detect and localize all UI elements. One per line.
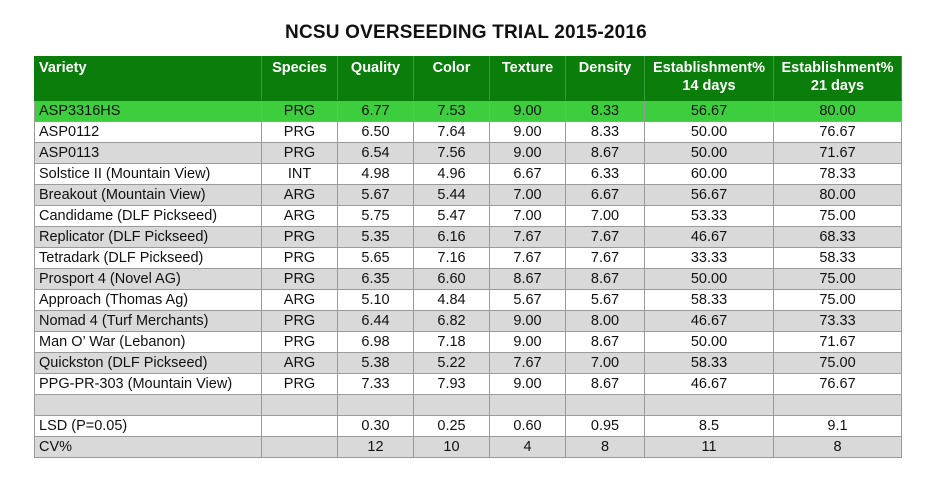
cell-color: 7.93 bbox=[414, 374, 490, 395]
column-header-establishment-21 bbox=[774, 57, 902, 101]
cell-quality: 5.35 bbox=[338, 227, 414, 248]
cell-species: PRG bbox=[262, 122, 338, 143]
cell-quality bbox=[338, 395, 414, 416]
cell-quality: 6.44 bbox=[338, 311, 414, 332]
cell-variety: Replicator (DLF Pickseed) bbox=[35, 227, 262, 248]
cell-color: 5.22 bbox=[414, 353, 490, 374]
cell-density: 8.00 bbox=[566, 311, 645, 332]
cell-color: 7.64 bbox=[414, 122, 490, 143]
cell-establishment-21: 68.33 bbox=[774, 227, 902, 248]
column-header-texture: Texture bbox=[490, 57, 566, 101]
cell-density: 8.33 bbox=[566, 122, 645, 143]
cell-texture bbox=[490, 395, 566, 416]
cell-quality: 4.98 bbox=[338, 164, 414, 185]
cell-texture: 9.00 bbox=[490, 374, 566, 395]
cell-texture: 7.67 bbox=[490, 353, 566, 374]
cell-establishment-14: 50.00 bbox=[645, 269, 774, 290]
column-header-density: Density bbox=[566, 57, 645, 101]
cell-density: 7.00 bbox=[566, 353, 645, 374]
cell-variety: Approach (Thomas Ag) bbox=[35, 290, 262, 311]
cell-species: PRG bbox=[262, 269, 338, 290]
cell-quality: 5.67 bbox=[338, 185, 414, 206]
cell-establishment-21: 78.33 bbox=[774, 164, 902, 185]
cell-texture: 9.00 bbox=[490, 332, 566, 353]
cell-variety: Nomad 4 (Turf Merchants) bbox=[35, 311, 262, 332]
table-row bbox=[35, 164, 902, 185]
column-header-establishment-14 bbox=[645, 57, 774, 101]
cell-density: 7.00 bbox=[566, 206, 645, 227]
cell-species: INT bbox=[262, 164, 338, 185]
cell-quality: 6.50 bbox=[338, 122, 414, 143]
cell-species: PRG bbox=[262, 227, 338, 248]
cell-variety: CV% bbox=[35, 437, 262, 458]
cell-quality: 6.77 bbox=[338, 101, 414, 122]
cell-color: 7.56 bbox=[414, 143, 490, 164]
cell-establishment-21: 80.00 bbox=[774, 101, 902, 122]
cell-color: 6.82 bbox=[414, 311, 490, 332]
cell-texture: 7.67 bbox=[490, 227, 566, 248]
cell-texture: 7.67 bbox=[490, 248, 566, 269]
cell-establishment-14: 46.67 bbox=[645, 227, 774, 248]
cell-texture: 6.67 bbox=[490, 164, 566, 185]
header-row bbox=[35, 57, 902, 101]
page-title: NCSU OVERSEEDING TRIAL 2015-2016 bbox=[285, 22, 647, 43]
cell-species bbox=[262, 416, 338, 437]
table-row bbox=[35, 206, 902, 227]
cell-density: 8.67 bbox=[566, 269, 645, 290]
cell-density bbox=[566, 395, 645, 416]
cell-establishment-21: 58.33 bbox=[774, 248, 902, 269]
cell-texture: 7.00 bbox=[490, 206, 566, 227]
cell-establishment-21: 8 bbox=[774, 437, 902, 458]
table-body bbox=[35, 101, 902, 458]
trial-results-table bbox=[34, 56, 902, 458]
cell-texture: 8.67 bbox=[490, 269, 566, 290]
cell-establishment-21: 71.67 bbox=[774, 143, 902, 164]
cell-establishment-14: 8.5 bbox=[645, 416, 774, 437]
cell-establishment-14: 56.67 bbox=[645, 101, 774, 122]
cell-species: ARG bbox=[262, 185, 338, 206]
column-header-species: Species bbox=[262, 57, 338, 101]
cell-density: 7.67 bbox=[566, 248, 645, 269]
table-row bbox=[35, 101, 902, 122]
cell-establishment-14: 46.67 bbox=[645, 311, 774, 332]
column-header-variety: Variety bbox=[35, 57, 262, 101]
cell-species bbox=[262, 395, 338, 416]
cell-establishment-14: 50.00 bbox=[645, 332, 774, 353]
cell-density: 5.67 bbox=[566, 290, 645, 311]
cell-establishment-21 bbox=[774, 395, 902, 416]
cell-quality: 5.10 bbox=[338, 290, 414, 311]
cell-variety: Solstice II (Mountain View) bbox=[35, 164, 262, 185]
column-header-color: Color bbox=[414, 57, 490, 101]
cell-quality: 6.54 bbox=[338, 143, 414, 164]
cell-establishment-21: 76.67 bbox=[774, 374, 902, 395]
table-row bbox=[35, 227, 902, 248]
cell-establishment-14: 60.00 bbox=[645, 164, 774, 185]
cell-density: 8.33 bbox=[566, 101, 645, 122]
cell-density: 8.67 bbox=[566, 143, 645, 164]
cell-density: 6.67 bbox=[566, 185, 645, 206]
column-header-quality: Quality bbox=[338, 57, 414, 101]
cell-establishment-14: 56.67 bbox=[645, 185, 774, 206]
cell-variety: Breakout (Mountain View) bbox=[35, 185, 262, 206]
cell-density: 8 bbox=[566, 437, 645, 458]
cell-species: PRG bbox=[262, 143, 338, 164]
table-row bbox=[35, 311, 902, 332]
cell-color: 0.25 bbox=[414, 416, 490, 437]
cell-variety bbox=[35, 395, 262, 416]
cell-color: 6.60 bbox=[414, 269, 490, 290]
cell-variety: Man O’ War (Lebanon) bbox=[35, 332, 262, 353]
cell-variety: Prosport 4 (Novel AG) bbox=[35, 269, 262, 290]
cell-density: 8.67 bbox=[566, 332, 645, 353]
cell-variety: ASP3316HS bbox=[35, 101, 262, 122]
cell-quality: 6.35 bbox=[338, 269, 414, 290]
table-row bbox=[35, 122, 902, 143]
table-row bbox=[35, 248, 902, 269]
table-row bbox=[35, 269, 902, 290]
cv-row bbox=[35, 437, 902, 458]
table-row bbox=[35, 290, 902, 311]
column-header-establishment-14-line2: 14 days bbox=[682, 78, 736, 94]
cell-establishment-21: 75.00 bbox=[774, 290, 902, 311]
cell-density: 8.67 bbox=[566, 374, 645, 395]
cell-texture: 9.00 bbox=[490, 122, 566, 143]
cell-color: 7.16 bbox=[414, 248, 490, 269]
cell-variety: Quickston (DLF Pickseed) bbox=[35, 353, 262, 374]
cell-species: PRG bbox=[262, 248, 338, 269]
cell-establishment-14: 53.33 bbox=[645, 206, 774, 227]
cell-establishment-21: 75.00 bbox=[774, 353, 902, 374]
cell-species: PRG bbox=[262, 311, 338, 332]
cell-establishment-14 bbox=[645, 395, 774, 416]
cell-establishment-21: 71.67 bbox=[774, 332, 902, 353]
cell-establishment-21: 9.1 bbox=[774, 416, 902, 437]
cell-species: PRG bbox=[262, 374, 338, 395]
cell-quality: 5.38 bbox=[338, 353, 414, 374]
cell-texture: 0.60 bbox=[490, 416, 566, 437]
cell-establishment-14: 50.00 bbox=[645, 122, 774, 143]
cell-density: 6.33 bbox=[566, 164, 645, 185]
cell-density: 7.67 bbox=[566, 227, 645, 248]
cell-color: 4.84 bbox=[414, 290, 490, 311]
cell-color: 10 bbox=[414, 437, 490, 458]
table-row bbox=[35, 374, 902, 395]
cell-quality: 0.30 bbox=[338, 416, 414, 437]
cell-quality: 7.33 bbox=[338, 374, 414, 395]
cell-texture: 9.00 bbox=[490, 101, 566, 122]
cell-establishment-14: 11 bbox=[645, 437, 774, 458]
table-row bbox=[35, 143, 902, 164]
cell-color: 5.47 bbox=[414, 206, 490, 227]
column-header-establishment-21-line2: 21 days bbox=[810, 78, 865, 94]
cell-quality: 5.75 bbox=[338, 206, 414, 227]
cell-variety: ASP0113 bbox=[35, 143, 262, 164]
cell-establishment-14: 46.67 bbox=[645, 374, 774, 395]
table-row bbox=[35, 185, 902, 206]
cell-texture: 4 bbox=[490, 437, 566, 458]
cell-quality: 6.98 bbox=[338, 332, 414, 353]
cell-establishment-14: 58.33 bbox=[645, 353, 774, 374]
cell-establishment-21: 80.00 bbox=[774, 185, 902, 206]
cell-color: 5.44 bbox=[414, 185, 490, 206]
cell-species: ARG bbox=[262, 206, 338, 227]
blank-row bbox=[35, 395, 902, 416]
cell-quality: 5.65 bbox=[338, 248, 414, 269]
cell-texture: 9.00 bbox=[490, 143, 566, 164]
cell-color bbox=[414, 395, 490, 416]
column-header-establishment-21-line1: Establishment% bbox=[781, 60, 894, 76]
lsd-row bbox=[35, 416, 902, 437]
table-row bbox=[35, 353, 902, 374]
cell-color: 4.96 bbox=[414, 164, 490, 185]
cell-variety: LSD (P=0.05) bbox=[35, 416, 262, 437]
column-header-establishment-14-line1: Establishment% bbox=[653, 60, 765, 76]
cell-quality: 12 bbox=[338, 437, 414, 458]
cell-establishment-21: 73.33 bbox=[774, 311, 902, 332]
cell-texture: 5.67 bbox=[490, 290, 566, 311]
cell-species: ARG bbox=[262, 290, 338, 311]
cell-establishment-21: 75.00 bbox=[774, 206, 902, 227]
cell-establishment-14: 58.33 bbox=[645, 290, 774, 311]
cell-establishment-21: 76.67 bbox=[774, 122, 902, 143]
cell-texture: 7.00 bbox=[490, 185, 566, 206]
cell-establishment-14: 50.00 bbox=[645, 143, 774, 164]
cell-color: 6.16 bbox=[414, 227, 490, 248]
cell-variety: ASP0112 bbox=[35, 122, 262, 143]
cell-variety: Tetradark (DLF Pickseed) bbox=[35, 248, 262, 269]
cell-variety: Candidame (DLF Pickseed) bbox=[35, 206, 262, 227]
cell-species bbox=[262, 437, 338, 458]
cell-color: 7.18 bbox=[414, 332, 490, 353]
cell-species: PRG bbox=[262, 101, 338, 122]
cell-density: 0.95 bbox=[566, 416, 645, 437]
cell-establishment-21: 75.00 bbox=[774, 269, 902, 290]
cell-variety: PPG-PR-303 (Mountain View) bbox=[35, 374, 262, 395]
cell-species: ARG bbox=[262, 353, 338, 374]
cell-establishment-14: 33.33 bbox=[645, 248, 774, 269]
table-row bbox=[35, 332, 902, 353]
cell-species: PRG bbox=[262, 332, 338, 353]
cell-color: 7.53 bbox=[414, 101, 490, 122]
cell-texture: 9.00 bbox=[490, 311, 566, 332]
